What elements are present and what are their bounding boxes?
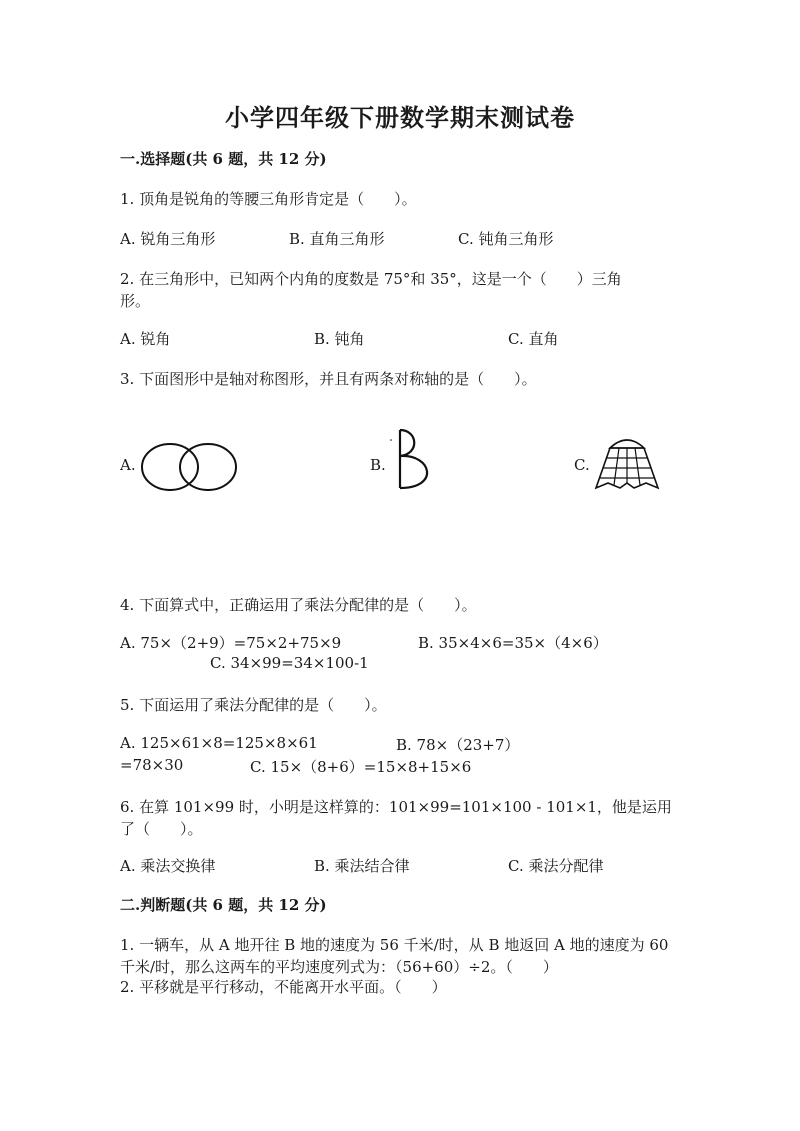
q4-option-c: C. 34×99=34×100-1 <box>210 654 369 672</box>
two-circles-figure <box>140 438 240 496</box>
question-6-line-2: 了（ ）。 <box>120 820 203 838</box>
judgment-question-1-line-2: 千米/时，那么这两车的平均速度列式为：（56+60）÷2。（ ） <box>120 958 558 976</box>
q4-option-a: A. 75×（2+9）=75×2+75×9 <box>120 634 342 652</box>
question-1: 1. 顶角是锐角的等腰三角形肯定是（ ）。 <box>120 190 417 208</box>
q5-option-b: B. 78×（23+7） <box>396 736 520 754</box>
letter-b-figure <box>388 428 440 492</box>
q5-option-b-continued: =78×30 <box>120 756 184 774</box>
dome-net-figure <box>594 436 660 492</box>
q3-option-b: B. <box>370 456 386 474</box>
question-3: 3. 下面图形中是轴对称图形，并且有两条对称轴的是（ ）。 <box>120 370 537 388</box>
section-heading-judgment: 二.判断题(共 6 题，共 12 分) <box>120 896 327 914</box>
q6-option-a: A. 乘法交换律 <box>120 857 216 875</box>
q6-option-b: B. 乘法结合律 <box>314 857 410 875</box>
question-4: 4. 下面算式中，正确运用了乘法分配律的是（ ）。 <box>120 596 477 614</box>
q1-option-c: C. 钝角三角形 <box>458 230 554 248</box>
judgment-question-2: 2. 平移就是平行移动，不能离开水平面。（ ） <box>120 978 447 996</box>
q2-option-b: B. 钝角 <box>314 330 365 348</box>
section-heading-choice: 一.选择题(共 6 题，共 12 分) <box>120 150 327 168</box>
question-5: 5. 下面运用了乘法分配律的是（ ）。 <box>120 696 387 714</box>
q1-option-a: A. 锐角三角形 <box>120 230 216 248</box>
q2-option-c: C. 直角 <box>508 330 559 348</box>
question-2-line-2: 形。 <box>120 292 151 310</box>
q3-option-c: C. <box>574 456 590 474</box>
judgment-question-1-line-1: 1. 一辆车，从 A 地开往 B 地的速度为 56 千米/时，从 B 地返回 A 地的速度为 60 <box>120 936 669 954</box>
q2-option-a: A. 锐角 <box>120 330 171 348</box>
page-title: 小学四年级下册数学期末测试卷 <box>225 103 575 132</box>
q5-option-c: C. 15×（8+6）=15×8+15×6 <box>250 758 472 776</box>
question-6-line-1: 6. 在算 101×99 时，小明是这样算的：101×99=101×100 - 101×1，他是运用 <box>120 798 672 816</box>
q5-option-a: A. 125×61×8=125×8×61 <box>120 734 318 752</box>
q3-option-a: A. <box>120 456 136 474</box>
q1-option-b: B. 直角三角形 <box>289 230 385 248</box>
q4-option-b: B. 35×4×6=35×（4×6） <box>418 634 608 652</box>
q6-option-c: C. 乘法分配律 <box>508 857 604 875</box>
question-2-line-1: 2. 在三角形中，已知两个内角的度数是 75°和 35°，这是一个（ ）三角 <box>120 270 622 288</box>
